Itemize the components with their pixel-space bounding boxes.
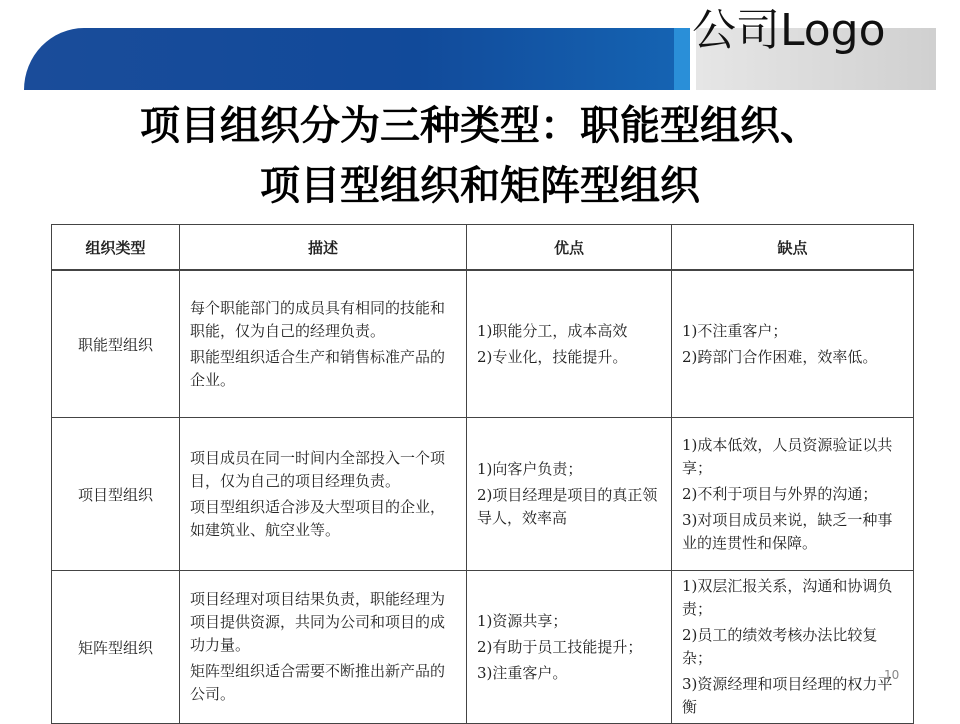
banner-accent-stripe xyxy=(674,28,690,90)
pro-item: 2)专业化，技能提升。 xyxy=(477,347,628,366)
page-number: 10 xyxy=(884,668,900,682)
header-pros: 优点 xyxy=(467,225,672,271)
org-type-cell: 职能型组织 xyxy=(52,270,180,418)
con-item: 2)不利于项目与外界的沟通； xyxy=(682,484,878,503)
con-item: 2)员工的绩效考核办法比较复杂； xyxy=(682,626,878,667)
pro-item: 1)向客户负责； xyxy=(477,460,583,478)
pro-item: 3)注重客户。 xyxy=(477,663,568,682)
pros-cell xyxy=(467,571,672,724)
con-item: 3)资源经理和项目经理的权力平衡 xyxy=(682,675,893,716)
banner-blue-bar xyxy=(24,28,674,90)
pro-item: 1)职能分工，成本高效 xyxy=(477,321,628,340)
description-cell xyxy=(180,571,467,724)
description-text: 矩阵型组织适合需要不断推出新产品的公司。 xyxy=(190,662,446,703)
title-line-2: 项目型组织和矩阵型组织 xyxy=(260,162,700,209)
description-text: 项目经理对项目结果负责，职能经理为项目提供资源，共同为公司和项目的成功力量。 xyxy=(190,590,446,654)
org-type-cell: 矩阵型组织 xyxy=(52,571,180,724)
description-cell xyxy=(180,270,467,418)
pro-item: 2)项目经理是项目的真正领导人，效率高 xyxy=(477,486,658,527)
cons-cell xyxy=(672,571,914,724)
con-item: 3)对项目成员来说，缺乏一种事业的连贯性和保障。 xyxy=(682,510,893,552)
pros-cell xyxy=(467,418,672,571)
description-text: 职能型组织适合生产和销售标准产品的企业。 xyxy=(190,347,446,389)
page-title xyxy=(40,96,920,216)
description-text: 项目型组织适合涉及大型项目的企业，如建筑业、航空业等。 xyxy=(190,497,446,539)
con-item: 1)不注重客户； xyxy=(682,321,788,340)
table-row xyxy=(52,270,914,418)
cons-cell xyxy=(672,270,914,418)
pro-item: 2)有助于员工技能提升； xyxy=(477,637,643,656)
title-line-1: 项目组织分为三种类型：职能型组织、 xyxy=(140,102,820,149)
cons-cell xyxy=(672,418,914,571)
table-row xyxy=(52,571,914,724)
company-logo: 公司Logo xyxy=(692,5,886,56)
description-text: 每个职能部门的成员具有相同的技能和职能，仅为自己的经理负责。 xyxy=(190,298,446,340)
table-row xyxy=(52,418,914,571)
description-cell xyxy=(180,418,467,571)
description-text: 项目成员在同一时间内全部投入一个项目，仅为自己的项目经理负责。 xyxy=(190,448,446,490)
header-description: 描述 xyxy=(180,225,467,271)
con-item: 1)成本低效，人员资源验证以共享； xyxy=(682,435,893,477)
con-item: 1)双层汇报关系，沟通和协调负责； xyxy=(682,577,893,618)
table-header-row xyxy=(52,225,914,271)
header-cons: 缺点 xyxy=(672,225,914,271)
organization-types-table xyxy=(51,224,914,724)
org-type-cell: 项目型组织 xyxy=(52,418,180,571)
pro-item: 1)资源共享； xyxy=(477,611,568,630)
header-type: 组织类型 xyxy=(52,225,180,271)
con-item: 2)跨部门合作困难，效率低。 xyxy=(682,347,878,366)
pros-cell xyxy=(467,270,672,418)
